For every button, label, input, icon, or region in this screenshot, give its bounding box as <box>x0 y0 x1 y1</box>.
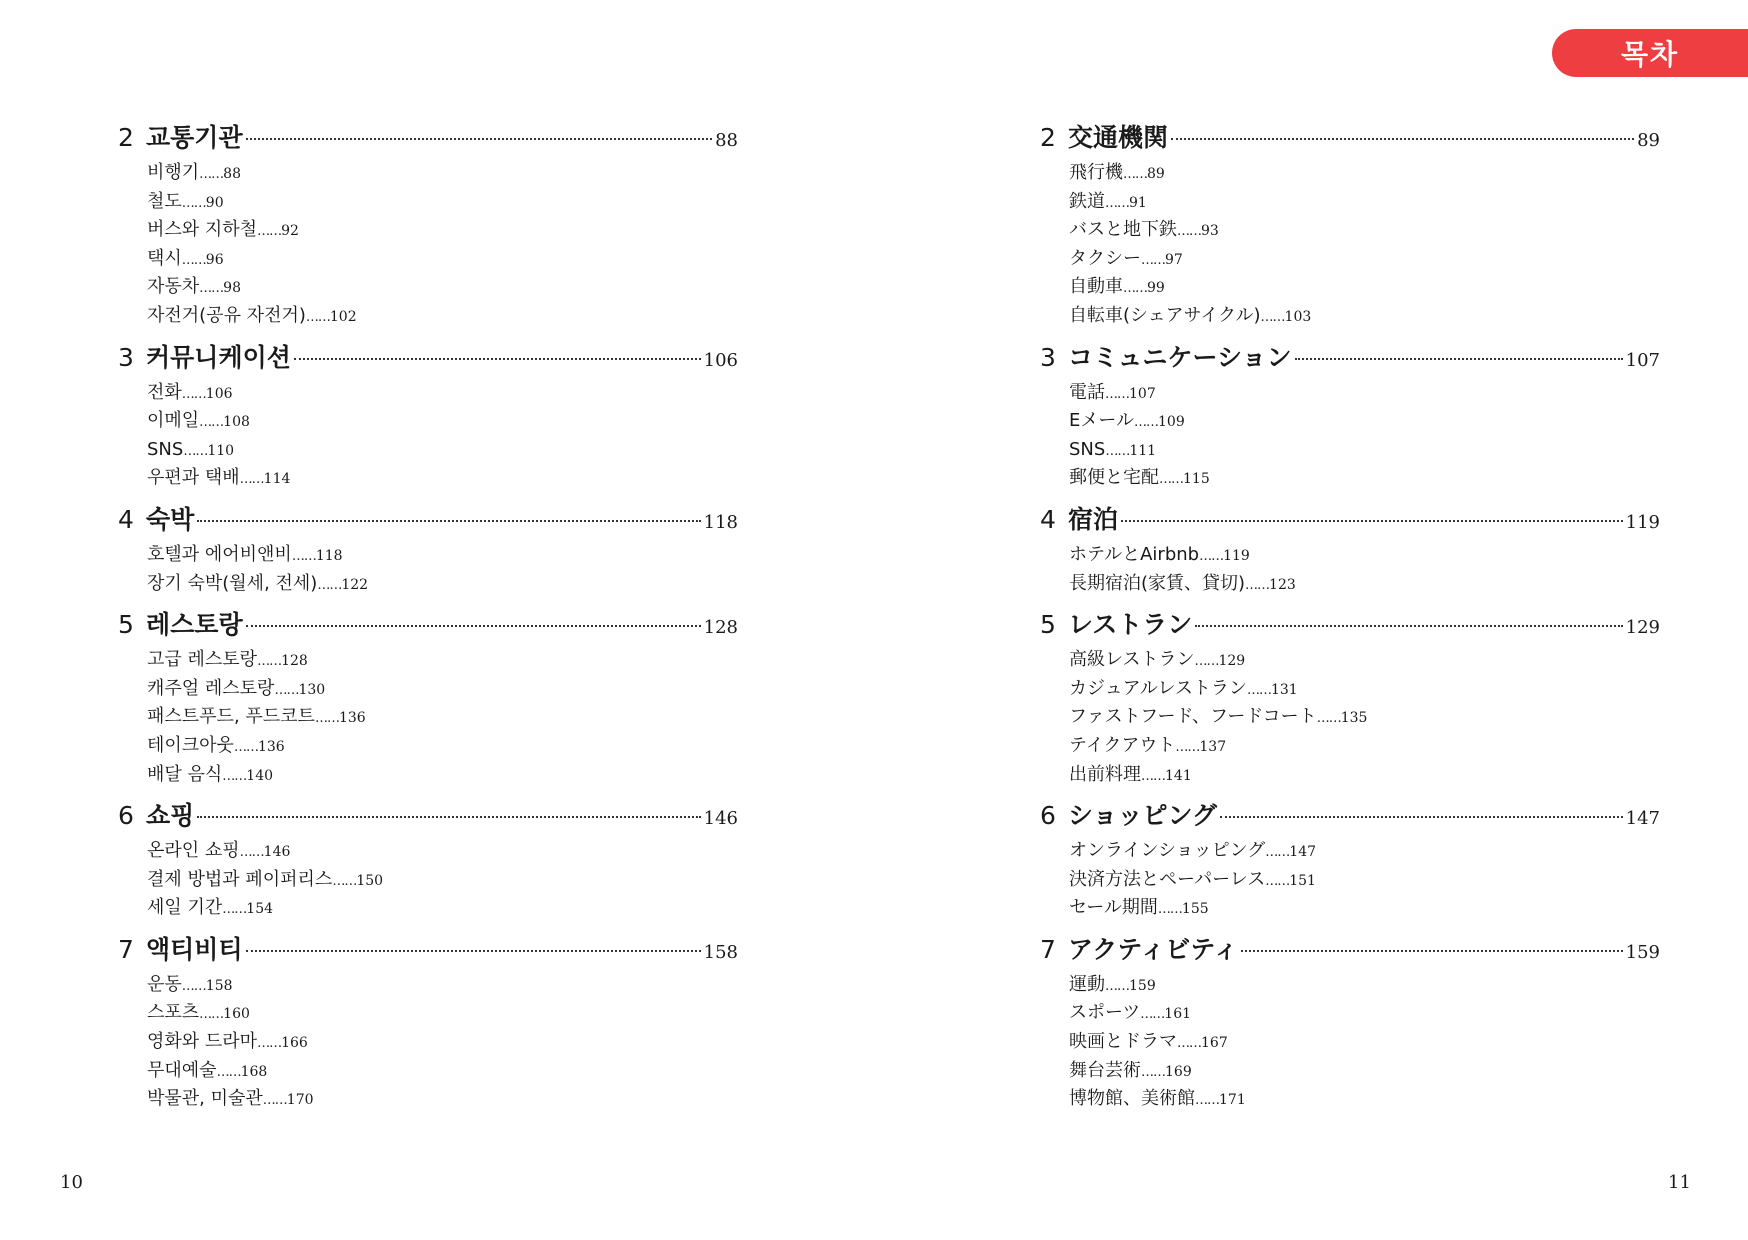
entry-page: 123 <box>1269 576 1296 593</box>
toc-entry[interactable] <box>1069 160 1660 189</box>
section-number: 2 <box>118 123 134 152</box>
entry-label: 결제 방법과 페이퍼리스 <box>147 868 333 890</box>
entry-dots: …… <box>183 443 208 459</box>
entry-dots: …… <box>257 654 282 670</box>
entry-page: 93 <box>1201 223 1219 240</box>
toc-entry[interactable] <box>1069 542 1660 571</box>
entry-dots: …… <box>239 845 264 861</box>
toc-entry[interactable] <box>147 437 738 466</box>
dot-leader <box>1220 816 1623 818</box>
entry-page: 158 <box>205 977 233 994</box>
entry-dots: …… <box>199 415 224 431</box>
toc-entry[interactable] <box>147 303 738 332</box>
dot-leader <box>294 358 701 360</box>
entry-label: 호텔과 에어비앤비 <box>147 543 292 565</box>
toc-entry[interactable] <box>1069 1058 1660 1087</box>
entry-dots: …… <box>199 1007 224 1023</box>
entry-dots: …… <box>1199 548 1224 564</box>
entry-page: 135 <box>1340 710 1368 727</box>
entry-label: 자전거(공유 자전거) <box>147 304 306 326</box>
entry-page: 90 <box>205 194 224 211</box>
section-title: 레스토랑 <box>146 610 243 640</box>
entry-page: 128 <box>281 653 308 670</box>
entry-label: タクシー <box>1069 247 1141 269</box>
section-heading[interactable] <box>118 118 738 158</box>
entry-page: 114 <box>263 471 291 488</box>
entry-label: 온라인 쇼핑 <box>147 840 240 862</box>
entry-dots: …… <box>222 902 247 918</box>
entry-page: 167 <box>1201 1035 1228 1052</box>
toc-section <box>118 500 738 599</box>
section-title: 宿泊 <box>1068 504 1119 534</box>
entry-dots: …… <box>1134 415 1159 431</box>
entry-page: 147 <box>1289 844 1317 861</box>
section-number: 7 <box>1040 934 1056 964</box>
toc-section <box>118 338 738 494</box>
entry-label: 전화 <box>147 381 182 403</box>
entry-dots: …… <box>181 386 206 402</box>
entry-dots: …… <box>1265 873 1290 889</box>
entry-dots: …… <box>1195 1093 1219 1109</box>
entry-page: 97 <box>1165 251 1183 268</box>
entry-page: 155 <box>1181 901 1209 918</box>
section-heading[interactable] <box>1040 930 1660 970</box>
toc-entry[interactable] <box>147 895 738 924</box>
section-number: 5 <box>1040 610 1056 640</box>
entry-label: バスと地下鉄 <box>1069 219 1177 241</box>
entry-label: 映画とドラマ <box>1069 1031 1177 1053</box>
subsection-list <box>1040 540 1660 599</box>
entry-label: スポーツ <box>1069 1002 1141 1024</box>
dot-leader <box>1241 950 1622 952</box>
toc-entry[interactable] <box>147 762 738 791</box>
entry-label: オンラインショッピング <box>1069 840 1266 862</box>
entry-dots: …… <box>233 739 258 755</box>
toc-entry[interactable] <box>147 160 738 189</box>
entry-page: 109 <box>1158 414 1185 431</box>
entry-dots: …… <box>1260 309 1285 325</box>
entry-dots: …… <box>216 1064 241 1080</box>
section-page: 107 <box>1625 349 1660 371</box>
entry-page: 103 <box>1284 308 1312 325</box>
entry-label: 테이크아웃 <box>147 734 234 756</box>
section-number: 3 <box>118 342 134 372</box>
toc-entry[interactable] <box>147 246 738 275</box>
entry-page: 111 <box>1129 442 1157 459</box>
toc-section <box>1040 118 1660 332</box>
section-page: 147 <box>1625 808 1660 830</box>
entry-label: 舞台芸術 <box>1069 1059 1141 1081</box>
entry-label: 決済方法とペーパーレス <box>1069 868 1266 890</box>
entry-label: 自動車 <box>1069 276 1123 298</box>
entry-dots: …… <box>332 873 357 889</box>
dot-leader <box>1171 138 1634 140</box>
toc-entry[interactable] <box>1069 303 1660 332</box>
entry-page: 115 <box>1183 471 1210 488</box>
section-page: 129 <box>1625 617 1660 639</box>
section-heading[interactable] <box>1040 500 1660 540</box>
toc-entry[interactable] <box>147 542 738 571</box>
entry-page: 151 <box>1289 872 1316 889</box>
entry-dots: …… <box>1245 577 1270 593</box>
toc-entry[interactable] <box>147 1029 738 1058</box>
korean-toc-column <box>118 118 738 1121</box>
entry-label: 세일 기간 <box>147 897 223 919</box>
entry-dots: …… <box>199 167 224 182</box>
subsection-list <box>118 645 738 790</box>
entry-label: Eメール <box>1069 410 1135 432</box>
section-title: レストラン <box>1068 610 1193 640</box>
toc-entry[interactable] <box>1069 437 1660 466</box>
section-number: 3 <box>1040 342 1056 372</box>
toc-entry[interactable] <box>1069 189 1660 218</box>
section-heading[interactable] <box>118 338 738 378</box>
toc-entry[interactable] <box>1069 465 1660 494</box>
entry-label: 배달 음식 <box>147 763 223 785</box>
dot-leader <box>1121 520 1623 522</box>
entry-page: 154 <box>246 901 274 918</box>
entry-page: 98 <box>223 280 241 297</box>
entry-label: 飛行機 <box>1069 162 1123 183</box>
entry-page: 107 <box>1129 385 1156 402</box>
entry-dots: …… <box>239 472 264 488</box>
toc-tab: 목차 <box>1552 29 1748 77</box>
entry-page: 102 <box>329 308 357 325</box>
entry-label: 패스트푸드, 푸드코트 <box>147 706 315 728</box>
entry-label: 장기 숙박(월세, 전세) <box>147 572 318 594</box>
section-number: 5 <box>118 610 134 640</box>
entry-label: カジュアルレストラン <box>1069 677 1247 699</box>
section-title: ショッピング <box>1068 801 1218 831</box>
toc-entry[interactable] <box>147 676 738 705</box>
toc-entry[interactable] <box>147 867 738 896</box>
entry-label: ファストフード、フードコート <box>1069 706 1317 728</box>
entry-page: 146 <box>263 844 291 861</box>
section-heading[interactable] <box>1040 338 1660 378</box>
dot-leader <box>197 816 700 818</box>
entry-page: 171 <box>1219 1092 1246 1109</box>
entry-label: SNS <box>1069 438 1106 460</box>
entry-label: 自転車(シェアサイクル) <box>1069 304 1261 326</box>
toc-entry[interactable] <box>147 1086 738 1115</box>
section-page: 158 <box>703 941 738 963</box>
entry-dots: …… <box>1265 845 1290 861</box>
entry-page: 110 <box>207 442 235 459</box>
toc-entry[interactable] <box>147 571 738 600</box>
toc-entry[interactable] <box>147 733 738 762</box>
toc-entry[interactable] <box>1069 972 1660 1001</box>
toc-entry[interactable] <box>147 189 738 218</box>
toc-entry[interactable] <box>1069 895 1660 924</box>
entry-label: 운동 <box>147 973 182 995</box>
dot-leader <box>246 625 701 627</box>
entry-dots: …… <box>291 548 316 564</box>
toc-section <box>1040 605 1660 790</box>
section-title: 액티비티 <box>146 934 243 964</box>
entry-dots: …… <box>1123 281 1147 297</box>
entry-page: 140 <box>246 767 274 784</box>
entry-label: 電話 <box>1069 381 1105 403</box>
entry-dots: …… <box>1105 195 1129 211</box>
entry-page: 129 <box>1218 653 1246 670</box>
toc-entry[interactable] <box>1069 380 1660 409</box>
section-title: 커뮤니케이션 <box>146 342 291 372</box>
dot-leader <box>246 138 712 140</box>
toc-entry[interactable] <box>147 704 738 733</box>
section-page: 128 <box>703 617 738 639</box>
toc-entry[interactable] <box>1069 571 1660 600</box>
toc-entry[interactable] <box>147 380 738 409</box>
entry-page: 150 <box>356 872 384 889</box>
toc-entry[interactable] <box>1069 274 1660 303</box>
section-title: コミュニケーション <box>1068 342 1292 372</box>
right-page-number: 11 <box>1668 1172 1691 1193</box>
entry-page: 160 <box>223 1006 250 1023</box>
entry-label: 영화와 드라마 <box>147 1031 258 1053</box>
entry-dots: …… <box>1105 386 1129 402</box>
subsection-list <box>118 158 738 332</box>
entry-label: 鉄道 <box>1069 190 1105 212</box>
toc-section <box>118 118 738 332</box>
toc-entry[interactable] <box>1069 1086 1660 1115</box>
toc-entry[interactable] <box>147 465 738 494</box>
entry-page: 122 <box>341 576 369 593</box>
dot-leader <box>1295 358 1623 360</box>
entry-page: 91 <box>1129 194 1147 211</box>
entry-dots: …… <box>1177 1036 1201 1052</box>
subsection-list <box>118 378 738 494</box>
entry-label: 철도 <box>147 190 182 212</box>
entry-dots: …… <box>1105 443 1130 459</box>
section-page: 146 <box>703 808 738 830</box>
section-page: 118 <box>703 511 738 533</box>
section-number: 6 <box>118 801 134 831</box>
dot-leader <box>197 520 700 522</box>
entry-page: 106 <box>205 385 233 402</box>
section-number: 4 <box>1040 504 1056 534</box>
toc-entry[interactable] <box>1069 408 1660 437</box>
left-page-number: 10 <box>60 1172 83 1193</box>
toc-entry[interactable] <box>147 217 738 246</box>
entry-label: 버스와 지하철 <box>147 219 258 241</box>
toc-section <box>1040 930 1660 1115</box>
toc-entry[interactable] <box>1069 867 1660 896</box>
entry-dots: …… <box>1175 739 1200 755</box>
entry-dots: …… <box>262 1093 287 1109</box>
entry-dots: …… <box>317 577 342 593</box>
entry-dots: …… <box>274 682 299 698</box>
section-number: 6 <box>1040 801 1056 831</box>
entry-page: 136 <box>338 710 366 727</box>
entry-dots: …… <box>1123 167 1147 182</box>
section-title: 交通機関 <box>1068 123 1169 152</box>
section-page: 88 <box>715 130 738 151</box>
entry-page: 88 <box>223 166 241 182</box>
entry-label: 자동차 <box>147 276 200 298</box>
entry-dots: …… <box>314 711 339 727</box>
entry-dots: …… <box>222 768 247 784</box>
subsection-list <box>1040 158 1660 332</box>
entry-page: 166 <box>281 1035 308 1052</box>
entry-label: 택시 <box>147 247 182 269</box>
toc-section <box>1040 796 1660 924</box>
entry-dots: …… <box>1316 711 1341 727</box>
section-title: アクティビティ <box>1068 934 1239 964</box>
entry-page: 169 <box>1165 1063 1192 1080</box>
entry-dots: …… <box>1246 682 1271 698</box>
section-number: 7 <box>118 934 134 964</box>
toc-entry[interactable] <box>1069 838 1660 867</box>
entry-page: 89 <box>1147 166 1165 182</box>
entry-label: ホテルとAirbnb <box>1069 543 1200 565</box>
entry-page: 131 <box>1270 681 1298 698</box>
toc-section <box>118 930 738 1115</box>
section-page: 89 <box>1637 130 1660 151</box>
entry-page: 96 <box>205 251 224 268</box>
entry-label: 고급 레스토랑 <box>147 649 258 671</box>
entry-dots: …… <box>257 1036 282 1052</box>
entry-page: 136 <box>257 738 285 755</box>
entry-label: 博物館、美術館 <box>1069 1088 1195 1110</box>
entry-dots: …… <box>181 252 206 268</box>
entry-label: SNS <box>147 438 184 460</box>
entry-dots: …… <box>1157 902 1182 918</box>
section-page: 159 <box>1625 941 1660 963</box>
toc-entry[interactable] <box>147 408 738 437</box>
section-heading[interactable] <box>1040 118 1660 158</box>
entry-label: 郵便と宅配 <box>1069 467 1159 489</box>
section-title: 교통기관 <box>146 123 243 152</box>
entry-page: 118 <box>315 547 343 564</box>
entry-page: 137 <box>1199 738 1227 755</box>
entry-label: 우편과 택배 <box>147 467 240 489</box>
entry-label: セール期間 <box>1069 897 1158 919</box>
entry-dots: …… <box>257 224 282 240</box>
entry-dots: …… <box>1105 978 1129 994</box>
entry-label: テイクアウト <box>1069 734 1176 756</box>
japanese-toc-column <box>1040 118 1660 1121</box>
entry-label: 비행기 <box>147 162 200 183</box>
subsection-list <box>118 970 738 1115</box>
toc-entry[interactable] <box>147 972 738 1001</box>
toc-entry[interactable] <box>147 838 738 867</box>
entry-page: 108 <box>223 414 250 431</box>
entry-label: 長期宿泊(家賃、貸切) <box>1069 572 1246 594</box>
entry-dots: …… <box>1177 224 1201 240</box>
toc-section <box>1040 500 1660 599</box>
entry-label: 運動 <box>1069 973 1105 995</box>
entry-label: 出前料理 <box>1069 763 1141 785</box>
toc-entry[interactable] <box>147 647 738 676</box>
toc-entry[interactable] <box>1069 246 1660 275</box>
toc-entry[interactable] <box>1069 762 1660 791</box>
entry-dots: …… <box>1194 654 1219 670</box>
entry-label: 스포츠 <box>147 1002 200 1024</box>
dot-leader <box>246 950 701 952</box>
toc-entry[interactable] <box>1069 704 1660 733</box>
section-heading[interactable] <box>118 930 738 970</box>
section-heading[interactable] <box>1040 605 1660 645</box>
toc-section <box>118 605 738 790</box>
toc-entry[interactable] <box>1069 217 1660 246</box>
entry-page: 119 <box>1223 547 1250 564</box>
section-number: 4 <box>118 504 134 534</box>
entry-page: 170 <box>286 1092 314 1109</box>
entry-page: 161 <box>1164 1006 1192 1023</box>
toc-section <box>1040 338 1660 494</box>
entry-page: 168 <box>240 1063 268 1080</box>
section-heading[interactable] <box>1040 796 1660 836</box>
entry-label: 박물관, 미술관 <box>147 1088 263 1110</box>
subsection-list <box>1040 645 1660 790</box>
section-page: 106 <box>703 349 738 371</box>
dot-leader <box>1195 625 1622 627</box>
toc-entry[interactable] <box>1069 647 1660 676</box>
entry-dots: …… <box>181 978 206 994</box>
toc-entry[interactable] <box>1069 1000 1660 1029</box>
section-title: 쇼핑 <box>146 801 195 831</box>
subsection-list <box>1040 378 1660 494</box>
entry-dots: …… <box>181 195 206 211</box>
entry-dots: …… <box>1141 252 1165 268</box>
entry-page: 141 <box>1165 767 1192 784</box>
toc-entry[interactable] <box>147 1000 738 1029</box>
toc-entry[interactable] <box>147 274 738 303</box>
entry-dots: …… <box>1141 1064 1165 1080</box>
entry-label: 이메일 <box>147 410 200 432</box>
entry-dots: …… <box>1159 472 1183 488</box>
entry-dots: …… <box>199 281 224 297</box>
toc-section <box>118 796 738 924</box>
entry-label: 캐주얼 레스토랑 <box>147 677 275 699</box>
toc-entry[interactable] <box>147 1058 738 1087</box>
entry-dots: …… <box>1140 1007 1165 1023</box>
entry-page: 92 <box>281 223 299 240</box>
subsection-list <box>1040 836 1660 924</box>
section-heading[interactable] <box>118 796 738 836</box>
entry-page: 159 <box>1129 977 1156 994</box>
entry-dots: …… <box>1141 768 1165 784</box>
entry-page: 130 <box>298 681 326 698</box>
entry-label: 무대예술 <box>147 1059 217 1081</box>
section-page: 119 <box>1625 511 1660 533</box>
section-heading[interactable] <box>118 605 738 645</box>
toc-entry[interactable] <box>1069 733 1660 762</box>
toc-entry[interactable] <box>1069 676 1660 705</box>
section-heading[interactable] <box>118 500 738 540</box>
subsection-list <box>1040 970 1660 1115</box>
section-number: 2 <box>1040 123 1056 152</box>
entry-page: 99 <box>1147 280 1165 297</box>
toc-entry[interactable] <box>1069 1029 1660 1058</box>
subsection-list <box>118 540 738 599</box>
section-title: 숙박 <box>146 504 195 534</box>
entry-dots: …… <box>305 309 330 325</box>
entry-label: 高級レストラン <box>1069 649 1195 671</box>
subsection-list <box>118 836 738 924</box>
